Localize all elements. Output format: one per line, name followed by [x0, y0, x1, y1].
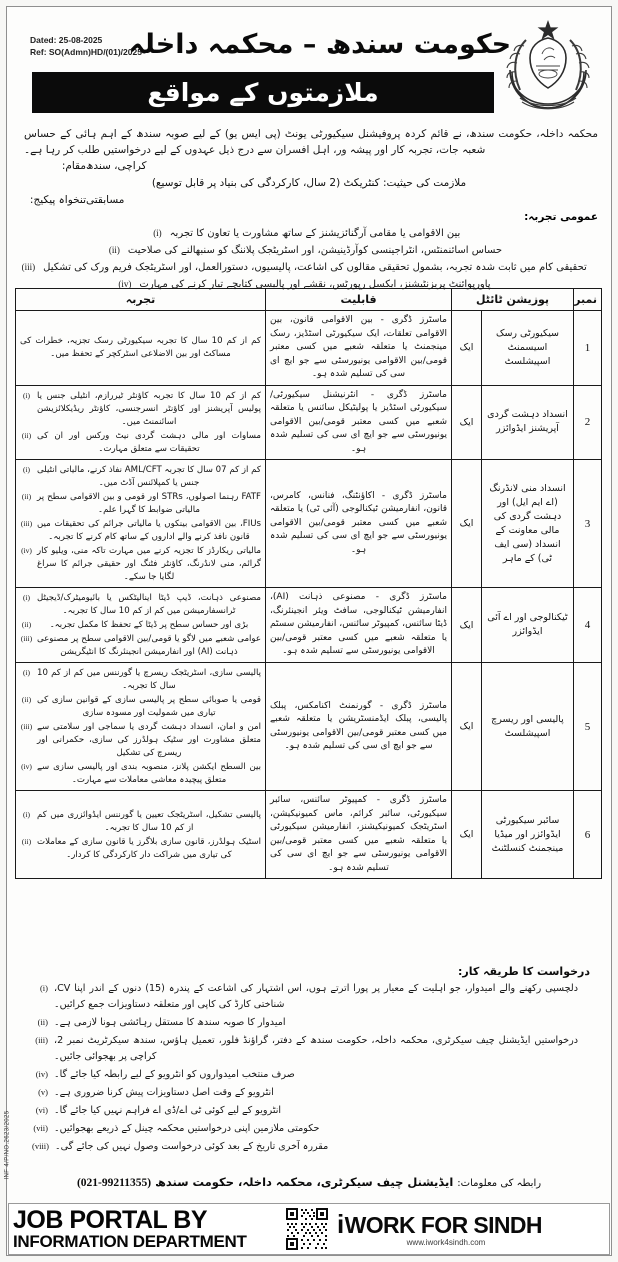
list-item	[20, 517, 261, 544]
employment-status-line: ملازمت کی حیثیت: کنٹریکٹ (2 سال، کارکردگی کی بنیاد پر قابل توسیع)	[151, 177, 467, 189]
item-text: پالیسی تشکیل، اسٹریٹجک تعیین یا گورننس ایڈوائزری میں کم از کم 10 سال کا تجربہ۔	[37, 809, 261, 833]
qr-code[interactable]	[285, 1207, 329, 1251]
column-header-experience: تجربہ	[16, 289, 266, 311]
row-number: 5	[574, 663, 602, 791]
item-marker: (iii)	[20, 519, 33, 528]
list-item	[20, 808, 261, 835]
row-number: 4	[574, 588, 602, 663]
list-item	[32, 1102, 578, 1119]
intro-paragraph: محکمہ داخلہ، حکومت سندھ، نے قائم کردہ پروفیشنل سیکیورٹی یونٹ (پی ایس یو) کے لیے صوبہ سندھ کے اہم ہائی کے حساس شعبہ جات، تجربہ کار اور پیشہ ور، اہل افسران سے درج ذیل عہدوں کے لیے درخواستیں طلب کر رہا ہے۔	[24, 128, 598, 156]
list-item	[20, 835, 261, 862]
item-marker: (iii)	[20, 634, 33, 643]
experience-text: کم از کم 10 سال کا تجربہ سیکیورٹی رسک تجزیہ، خطرات کی مساکٹ اور بین الاضلاعی اسٹرکچر کے تحفظ میں۔	[20, 335, 261, 359]
list-item	[32, 1138, 578, 1155]
item-marker: (ii)	[37, 1017, 48, 1027]
row-qualification: ماسٹرز ڈگری - انٹرنیشنل سیکیورٹی/ سیکیورٹی اسٹڈیز یا پولیٹیکل سائنس یا متعلقہ شعبے میں کسی معتبر قومی/بین الاقوامی یونیورسٹی سے جو ایچ ای سی کی تسلیم شدہ ہو۔	[266, 385, 452, 460]
ref-line: Ref: SO(Admn)HD/(01)/2025	[30, 47, 142, 57]
item-marker: (i)	[22, 668, 31, 677]
item-text: قومی یا صوبائی سطح پر پالیسی سازی کے قوانین سازی کی تیاری میں شمولیت اور مسودہ سازی	[37, 695, 261, 718]
column-header-qualification: قابلیت	[266, 289, 452, 311]
list-item	[14, 259, 594, 276]
brand-text-line	[337, 1208, 609, 1239]
vertical-reference-text: INF 4/P/NO.2623/2025	[4, 1110, 11, 1180]
item-marker: (viii)	[32, 1141, 49, 1151]
item-marker: (vii)	[33, 1123, 48, 1133]
location-value: کراچی، سندھ	[86, 160, 147, 172]
job-portal-line1: JOB PORTAL BY	[13, 1205, 207, 1234]
jobs-table-wrapper	[16, 288, 602, 879]
brand-i-letter: i	[337, 1208, 344, 1239]
item-text: مقررہ آخری تاریخ کے بعد کوئی درخواست وصول نہیں کی جائے گی۔	[55, 1141, 329, 1152]
experience-list	[20, 389, 261, 456]
item-text: درخواستیں ایڈیشنل چیف سیکرٹری، محکمہ داخلہ، حکومت سندھ کے دفتر، گراؤنڈ فلور، تعمیل ہاؤس، سندھ سیکرٹریٹ نمبر 2، کراچی پر بھجوائی جائیں۔	[54, 1035, 578, 1062]
experience-list	[20, 808, 261, 862]
item-marker: (iv)	[35, 1069, 48, 1079]
location-label: مقام:	[61, 160, 86, 172]
column-header-number: نمبر	[574, 289, 602, 311]
brand-label: WORK FOR SINDH	[344, 1211, 542, 1238]
contact-label: رابطہ کی معلومات:	[457, 1178, 542, 1189]
list-item	[32, 1032, 578, 1065]
row-experience	[16, 385, 266, 460]
item-marker: (i)	[22, 593, 31, 602]
item-marker: (iii)	[21, 262, 36, 272]
table-row	[16, 311, 602, 386]
row-experience	[16, 663, 266, 791]
row-experience	[16, 460, 266, 588]
list-item	[20, 720, 261, 760]
column-header-position-title: پوزیشن ٹائٹل	[452, 289, 574, 311]
item-marker: (i)	[22, 809, 31, 819]
item-text: مساوات اور مالی دہشت گردی نیٹ ورکس اور ان کی تحقیقات سے متعلق مہارت۔	[37, 430, 261, 454]
experience-list	[20, 666, 261, 787]
row-experience	[16, 311, 266, 386]
item-marker: (i)	[22, 465, 31, 474]
row-qualification: ماسٹرز ڈگری - گورنمنٹ اکنامکس، پبلک پالیسی، پبلک ایڈمنسٹریشن یا متعلقہ شعبے میں کسی معتبر قومی/بین الاقوامی یونیورسٹی سے جو ایچ ای سی کی تسلیم شدہ ہو۔	[266, 663, 452, 791]
item-marker: (ii)	[21, 492, 32, 501]
item-text: عوامی شعبے میں لاگو یا قومی/بین الاقوامی سطح پر مصنوعی ذہانت (AI) اور انفارمیشن انجینئرنگ کا انٹیگریشن	[37, 634, 261, 657]
how-to-apply-section	[14, 963, 604, 1156]
list-item	[20, 632, 261, 659]
list-item	[14, 225, 594, 242]
contact-authority: ایڈیشنل چیف سیکرٹری، محکمہ داخلہ، حکومت سندھ	[155, 1175, 454, 1189]
contact-phone[interactable]: (021-99211355)	[76, 1177, 152, 1189]
item-marker: (iii)	[20, 722, 33, 731]
item-marker: (ii)	[21, 620, 32, 629]
apply-heading: درخواست کا طریقہ کار:	[457, 965, 590, 978]
list-item	[32, 1066, 578, 1083]
iwork-for-sindh-brand[interactable]	[331, 1204, 609, 1254]
row-position-title: ٹیکنالوجی اور اے آئی ایڈوائزر	[482, 588, 574, 663]
item-text: اسٹیک ہولڈرز، قانون سازی بلاگرز یا قانون سازی کے معاملات کی تیاری میں شراکت دار کارکردگی کا کردار۔	[37, 836, 261, 860]
banner-bar	[32, 72, 494, 113]
row-qualification: ماسٹرز ڈگری - بین الاقوامی قانون، بین الاقوامی تعلقات، ایک سیکیورٹی اسٹڈیز، رسک مینجمنٹ یا متعلقہ شعبے میں کسی معتبر قومی/بین الاقوامی یونیورسٹی سے جو ایچ ای سی کی تسلیم شدہ ہو۔	[266, 311, 452, 386]
item-text: صرف منتخب امیدواروں کو انٹرویو کے لیے رابطہ کیا جائے گا۔	[54, 1069, 295, 1080]
item-text: امیدوار کا صوبہ سندھ کا مستقل رہائشی ہونا لازمی ہے۔	[54, 1017, 286, 1028]
item-marker: (v)	[38, 1087, 48, 1097]
row-position-title: سائبر سیکیورٹی ایڈوائزر اور میڈیا مینجمنٹ کنسلٹنٹ	[482, 791, 574, 879]
dated-line: Dated: 25-08-2025	[30, 35, 103, 45]
item-text: حکومتی ملازمین اپنی درخواستیں محکمہ چینل کے ذریعے بھجوائیں۔	[54, 1123, 320, 1134]
row-quantity: ایک	[452, 588, 482, 663]
table-row	[16, 460, 602, 588]
list-item	[32, 1120, 578, 1137]
item-marker: (iv)	[118, 279, 132, 289]
item-marker: (i)	[153, 228, 162, 238]
item-text: مالیاتی ریکارڈز کا تجزیہ کرنے میں مہارت تاکہ منی، ویلیو کار گرائم، منی لانڈرنگ، کاؤنٹر فٹنگ اور حقیقی جرائم کا سراغ لگایا جا سکے۔	[37, 546, 261, 582]
row-position-title: انسداد دہشت گردی آپریشنز ایڈوائزر	[482, 385, 574, 460]
item-text: بین الاقوامی یا مقامی آرگنائزیشنز کے ساتھ مشاورت یا تعاون کا تجربہ	[169, 228, 461, 239]
row-quantity: ایک	[452, 385, 482, 460]
job-portal-credit	[9, 1204, 283, 1254]
item-text: FIUs، بین الاقوامی بینکوں یا مالیاتی جرائم کی تحقیقات میں قانون نافذ کرنے والے اداروں کے ساتھ کام کرنے کا تجربہ۔	[37, 519, 261, 542]
item-marker: (i)	[22, 390, 31, 400]
row-experience	[16, 791, 266, 879]
salary-label: تنخواہ پیکیج:	[29, 194, 86, 206]
list-item	[32, 980, 578, 1013]
table-header-row	[16, 289, 602, 311]
item-text: پالیسی سازی، اسٹریٹجک ریسرچ یا گورننس میں کم از کم 10 سال کا تجربہ۔	[37, 668, 261, 691]
item-text: کم از کم 07 سال کا تجربہ AML/CFT نفاذ کرنے، مالیاتی انٹیلی جنس یا کمپلائنس آڈٹ میں۔	[37, 465, 261, 488]
item-text: بڑی اور حساس سطح پر ڈیٹا کے تحفظ کا مکمل تجربہ۔	[49, 620, 249, 630]
jobs-table-body	[16, 311, 602, 879]
banner-title: ملازمتوں کے مواقع	[147, 77, 379, 107]
experience-list	[20, 591, 261, 659]
item-text: بین السطح ایکشن پلانز، منصوبہ بندی اور پالیسی سازی سے متعلق پیچیدہ معاشی معاملات سے مہارت۔	[37, 762, 261, 785]
list-item	[20, 463, 261, 490]
row-position-title: پالیسی اور ریسرچ اسپیشلسٹ	[482, 663, 574, 791]
list-item	[20, 389, 261, 429]
list-item	[32, 1014, 578, 1031]
list-item	[20, 760, 261, 787]
header	[10, 12, 608, 124]
list-item	[32, 1084, 578, 1101]
list-item	[20, 618, 261, 632]
jobs-table	[15, 288, 602, 879]
list-item	[20, 544, 261, 584]
government-of-sindh-emblem	[496, 14, 600, 126]
location-line	[14, 158, 604, 175]
row-qualification: ماسٹرز ڈگری - اکاؤنٹنگ، فنانس، کامرس، قانون، انفارمیشن ٹیکنالوجی (آئی ٹی) یا متعلقہ شعبے میں کسی معتبر قومی/بین الاقوامی یونیورسٹی سے جو ایچ ای سی کی تسلیم شدہ ہو۔	[266, 460, 452, 588]
list-item	[20, 429, 261, 456]
item-text: حساس اسائنمنٹس، انٹراجینسی کوآرڈینیشن، اور اسٹریٹجک پلاننگ کو سنبھالنے کی صلاحیت	[127, 245, 503, 256]
row-quantity: ایک	[452, 311, 482, 386]
footer-bar	[8, 1203, 610, 1255]
row-number: 2	[574, 385, 602, 460]
job-portal-line2: INFORMATION DEPARTMENT	[13, 1231, 247, 1251]
page-title: حکومت سندھ – محکمہ داخلہ	[128, 29, 512, 60]
list-item	[20, 693, 261, 720]
item-text: مصنوعی ذہانت، ڈیپ ڈیٹا اینالیٹکس یا بائیومیٹرک/ڈیجیٹل ٹرانسفارمیشن میں کم از کم 10 سال کا تجربہ۔	[37, 593, 261, 616]
item-marker: (i)	[39, 983, 48, 993]
item-marker: (ii)	[21, 836, 32, 846]
row-experience	[16, 588, 266, 663]
item-marker: (ii)	[21, 695, 32, 704]
item-text: کم از کم 10 سال کا تجربہ کاؤنٹر ٹیررازم، انٹیلی جنس یا پولیس آپریشنز اور کاؤنٹر انسرجنسی، کاؤنٹر ریڈیکلائزیشن اسائنمنٹ میں۔	[37, 390, 261, 427]
row-number: 1	[574, 311, 602, 386]
row-qualification: ماسٹرز ڈگری - مصنوعی ذہانت (AI)، انفارمیشن ٹیکنالوجی، سافٹ ویئر انجینئرنگ، ڈیٹا سائنس، کمپیوٹر سائنس، انفارمیشن سسٹم یا متعلقہ شعبے میں کسی معتبر قومی/بین الاقوامی یونیورسٹی سے تسلیم شدہ ہو۔	[266, 588, 452, 663]
list-item	[20, 490, 261, 517]
introduction-section	[14, 126, 604, 293]
list-item	[20, 591, 261, 618]
item-text: FATF رہنما اصولوں، STRs اور قومی و بین الاقوامی سطح پر مالیاتی ضوابط کا گہرا علم۔	[37, 492, 261, 515]
item-marker: (vi)	[35, 1105, 48, 1115]
item-text: انٹرویو کے لیے کوئی ٹی اے/ڈی اے فراہم نہیں کیا جائے گا۔	[54, 1105, 282, 1116]
item-text: انٹرویو کے وقت اصل دستاویزات پیش کرنا ضروری ہے۔	[54, 1087, 274, 1098]
experience-list	[20, 463, 261, 584]
contact-line	[14, 1174, 604, 1192]
row-qualification: ماسٹرز ڈگری - کمپیوٹر سائنس، سائبر سیکیورٹی، سائبر کرائم، ماس کمیونیکیشن، اسٹریٹجک کمیونیکیشنز، انفارمیشن سیکیورٹی یا متعلقہ شعبے میں کسی معتبر قومی/بین الاقوامی یونیورسٹی سے جو ایچ ای سی کی تسلیم شدہ ہو۔	[266, 791, 452, 879]
item-marker: (ii)	[108, 245, 120, 255]
row-quantity: ایک	[452, 460, 482, 588]
table-row	[16, 791, 602, 879]
item-text: امن و امان، انسداد دہشت گردی یا سماجی اور سلامتی سے متعلق مشاورت اور سٹیک ہولڈرز کی سازی، حکمرانی اور ریسرچ کی تشکیل	[37, 722, 261, 758]
item-marker: (iii)	[35, 1035, 48, 1045]
apply-instructions-list	[14, 980, 604, 1155]
general-experience-list	[14, 225, 604, 293]
row-quantity: ایک	[452, 791, 482, 879]
table-row	[16, 588, 602, 663]
salary-value: مسابقتی	[86, 194, 125, 206]
item-marker: (iv)	[21, 762, 32, 771]
item-text: پاورپوائنٹ پریزنٹیشنز، ایکسل رپورٹس، نقشے اور پالیسی کتابچے تیار کرنے کی مہارت	[139, 279, 491, 290]
item-marker: (iv)	[21, 546, 32, 555]
table-row	[16, 385, 602, 460]
general-experience-heading: عمومی تجربہ:	[524, 211, 598, 223]
brand-url[interactable]: www.iwork4sindh.com	[406, 1237, 486, 1247]
row-position-title: انسداد منی لانڈرنگ (اے ایم ایل) اور دہشت گردی کی مالی معاونت کے انسداد (سی ایف ٹی) کے ماہر	[482, 460, 574, 588]
list-item	[14, 242, 594, 259]
row-position-title: سیکیورٹی رسک اسیسمنٹ اسپیشلسٹ	[482, 311, 574, 386]
item-text: دلچسپی رکھنے والے امیدوار، جو اہلیت کے معیار پر پورا اترتے ہوں، اس اشتہار کی اشاعت کے پندرہ (15) دنوں کے اندر اپنا CV، شناختی کارڈ کی کاپی اور متعلقہ دستاویزات جمع کرائیں۔	[54, 983, 578, 1010]
list-item	[20, 666, 261, 693]
item-text: تحقیقی کام میں ثابت شدہ تجربہ، بشمول تحقیقی مقالوں کی اشاعت، پالیسیوں، دستورالعمل، اور اسٹریٹجک فریم ورک کی تشکیل	[43, 262, 587, 273]
item-marker: (ii)	[21, 430, 32, 440]
row-quantity: ایک	[452, 663, 482, 791]
row-number: 3	[574, 460, 602, 588]
salary-line	[14, 192, 604, 209]
row-number: 6	[574, 791, 602, 879]
table-row	[16, 663, 602, 791]
